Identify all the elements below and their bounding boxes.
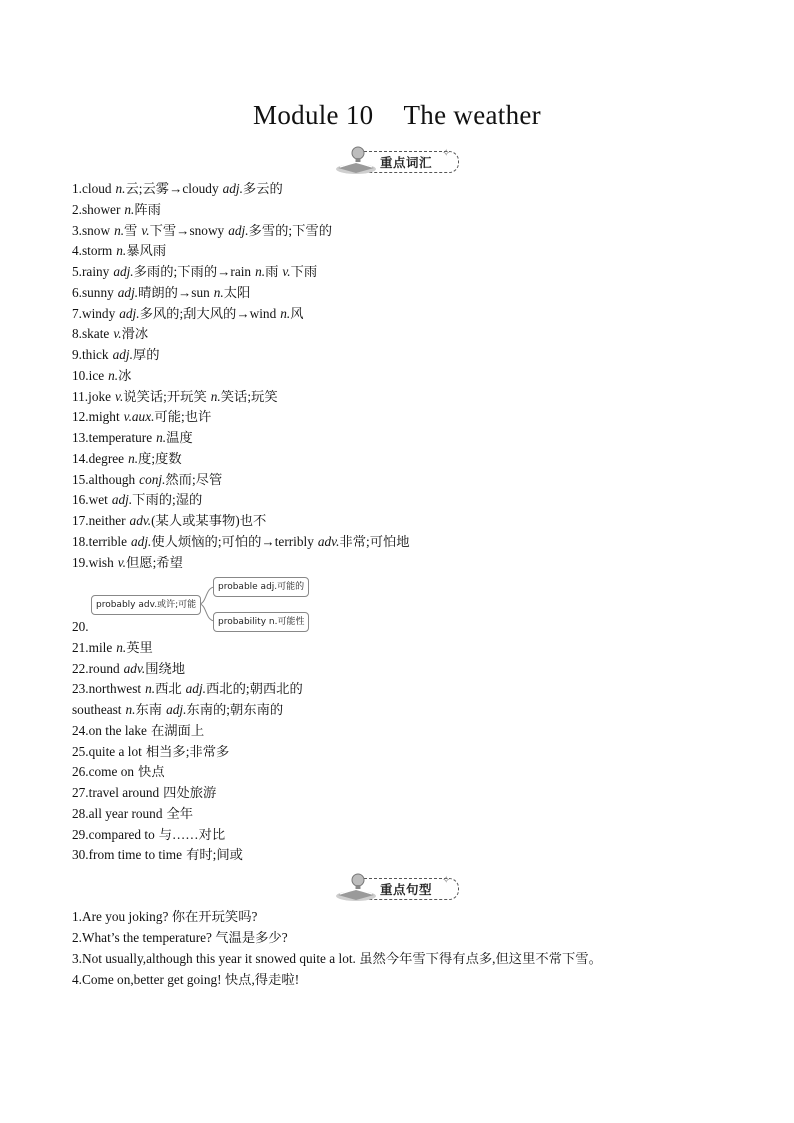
vocab-word: shower (81, 201, 121, 217)
part-of-speech: v. (117, 554, 126, 570)
vocab-item (72, 511, 266, 532)
vocab-meaning: 温度 (166, 430, 193, 445)
vocab-word: on the lake (88, 722, 147, 738)
part-of-speech: adj. (185, 681, 206, 697)
vocab-item (72, 617, 89, 638)
part-of-speech: v.aux. (123, 409, 155, 425)
vocab-item (72, 762, 165, 783)
vocab-item (72, 449, 182, 470)
vocab-number: 22. (72, 660, 89, 676)
vocab-number: 29. (72, 826, 89, 842)
book-bulb-icon (334, 871, 382, 903)
sentence-1: 1.Are you joking? 你在开玩笑吗? (72, 909, 258, 924)
vocab-word: cloud (81, 181, 112, 196)
section-banner-vocab (334, 144, 460, 174)
vocab-word: rainy (81, 264, 110, 279)
vocab-item (72, 553, 183, 574)
vocab-meaning: 下雪→snowy (149, 222, 225, 238)
vocab-meaning: 与……对比 (158, 826, 226, 842)
part-of-speech: n. (156, 430, 167, 445)
page-title (0, 100, 794, 131)
star-icon: ✧ (442, 148, 451, 159)
vocab-meaning: 下雨的;湿的 (132, 492, 203, 508)
part-of-speech: n. (116, 243, 127, 259)
vocab-meaning: 笑话;玩笑 (220, 388, 278, 404)
vocab-item (72, 221, 332, 242)
vocab-meaning: 西北 (155, 681, 182, 697)
part-of-speech: v. (113, 326, 122, 342)
part-of-speech: adj. (228, 222, 249, 238)
part-of-speech: n. (280, 305, 291, 321)
vocab-number: 28. (72, 805, 89, 821)
vocab-meaning: 在湖面上 (150, 722, 205, 738)
vocab-number: 8. (72, 326, 82, 342)
vocab-item (72, 324, 148, 345)
vocab-number: 15. (72, 471, 89, 487)
vocab-item (72, 387, 278, 408)
vocab-word: quite a lot (88, 743, 142, 759)
vocab-meaning: 多雨的;下雨的→rain (133, 264, 252, 279)
vocab-word: thick (81, 347, 109, 362)
vocab-meaning: 下雨 (290, 264, 318, 279)
vocab-number: 17. (72, 513, 89, 528)
vocab-word: all year round (88, 805, 163, 821)
vocab-meaning: 多风的;刮大风的→wind (139, 305, 277, 321)
section-title-sentences: 重点句型 (380, 882, 433, 897)
vocab-word: wet (88, 492, 108, 508)
vocab-word: mile (88, 639, 113, 655)
vocab-number: 5. (72, 264, 82, 279)
vocab-word: wish (88, 554, 114, 570)
vocab-word: degree (88, 450, 125, 466)
vocab-item (72, 179, 283, 200)
part-of-speech: adv. (317, 533, 340, 549)
vocab-item (72, 825, 225, 846)
part-of-speech: adj. (131, 533, 152, 549)
vocab-word: terrible (88, 533, 128, 549)
vocab-meaning: (某人或某事物)也不 (151, 513, 267, 528)
vocab-number: 24. (72, 722, 89, 738)
vocab-item (72, 490, 202, 511)
mindmap-bottom: probability n.可能性 (213, 612, 309, 632)
vocab-meaning: 但愿;希望 (126, 554, 183, 570)
vocab-meaning: 说笑话;开玩笑 (123, 388, 207, 404)
vocab-meaning: 雪 (124, 222, 138, 238)
part-of-speech: v. (141, 222, 150, 238)
sentence-3: 3.Not usually,although this year it snowed quite a lot. 虽然今年雪下得有点多,但这里不常下雪。 (72, 951, 602, 966)
vocab-word: ice (88, 367, 105, 383)
vocab-item (72, 638, 153, 659)
vocab-word: joke (88, 388, 112, 404)
vocab-number: 26. (72, 764, 89, 780)
mindmap-top: probable adj.可能的 (213, 577, 309, 597)
part-of-speech: adj. (166, 702, 187, 717)
part-of-speech: conj. (139, 471, 166, 487)
vocab-item (72, 407, 211, 428)
vocab-number: 6. (72, 284, 82, 300)
part-of-speech: n. (108, 367, 119, 383)
part-of-speech: adj. (113, 264, 134, 279)
vocab-number: 4. (72, 243, 82, 259)
vocab-item (72, 804, 193, 825)
vocab-meaning: 太阳 (223, 284, 251, 300)
vocab-meaning: 多云的 (242, 181, 283, 196)
vocab-word: compared to (88, 826, 155, 842)
part-of-speech: v. (282, 264, 291, 279)
vocab-meaning: 全年 (166, 805, 194, 821)
vocab-word: storm (81, 243, 113, 259)
vocab-number: 18. (72, 533, 89, 549)
vocab-number: 25. (72, 743, 89, 759)
vocab-meaning: 有时;间或 (186, 847, 243, 863)
part-of-speech: n. (210, 388, 221, 404)
vocab-meaning: 阵雨 (134, 201, 161, 217)
vocab-item (72, 200, 161, 221)
vocab-meaning: 西北的;朝西北的 (205, 681, 303, 697)
vocab-number: 9. (72, 347, 82, 362)
part-of-speech: n. (125, 702, 136, 717)
sentence-2: 2.What’s the temperature? 气温是多少? (72, 930, 288, 945)
vocab-meaning: 雨 (265, 264, 279, 279)
vocab-meaning: 英里 (126, 639, 153, 655)
vocab-item (72, 283, 250, 304)
vocab-item (72, 783, 216, 804)
part-of-speech: adj. (117, 284, 139, 300)
vocab-meaning: 东南的;朝东南的 (186, 702, 284, 717)
vocab-meaning: 冰 (118, 367, 132, 383)
book-bulb-icon (334, 144, 382, 176)
vocab-number: 20. (72, 619, 89, 634)
part-of-speech: n. (145, 681, 156, 697)
part-of-speech: n. (255, 264, 266, 279)
vocab-number: 2. (72, 201, 82, 217)
vocab-meaning: 滑冰 (121, 326, 149, 342)
vocab-word: although (88, 471, 136, 487)
vocab-meaning: 东南 (135, 702, 163, 717)
vocab-meaning: 云;云雾→cloudy (125, 181, 219, 196)
vocab-number: 12. (72, 409, 89, 425)
vocab-item (72, 470, 222, 491)
vocab-meaning: 快点 (138, 764, 165, 780)
vocab-item (72, 679, 303, 700)
module-number: Module 10 (253, 100, 374, 130)
sentence-4: 4.Come on,better get going! 快点,得走啦! (72, 972, 300, 987)
vocab-word: neither (88, 513, 126, 528)
vocab-item (72, 366, 131, 387)
vocab-word: southeast (72, 702, 122, 717)
vocab-meaning: 暴风雨 (126, 243, 167, 259)
module-topic: The weather (403, 100, 541, 130)
vocab-meaning: 晴朗的→sun (138, 284, 210, 300)
vocab-meaning: 风 (290, 305, 304, 321)
vocab-meaning: 围绕地 (145, 660, 186, 676)
vocab-number: 19. (72, 554, 89, 570)
vocab-number: 23. (72, 681, 89, 697)
vocab-item (72, 345, 160, 366)
part-of-speech: v. (115, 388, 124, 404)
word-family-mindmap (91, 577, 306, 633)
part-of-speech: adj. (111, 492, 133, 508)
part-of-speech: adj. (119, 305, 140, 321)
star-icon: ✧ (442, 875, 451, 886)
vocab-item (72, 845, 243, 866)
vocab-meaning: 度;度数 (138, 450, 182, 466)
vocab-item (72, 721, 204, 742)
vocab-meaning: 四处旅游 (163, 785, 217, 800)
vocab-word: windy (81, 305, 116, 321)
part-of-speech: adj. (112, 347, 133, 362)
vocab-item (72, 262, 317, 283)
vocab-word: northwest (88, 681, 142, 697)
vocab-item (72, 742, 229, 763)
vocab-word: snow (81, 222, 111, 238)
vocab-meaning: 然而;尽管 (165, 471, 223, 487)
vocab-item (72, 304, 304, 325)
vocab-number: 14. (72, 450, 89, 466)
part-of-speech: n. (128, 450, 139, 466)
vocab-meaning: 多雪的;下雪的 (248, 222, 333, 238)
vocab-meaning: 相当多;非常多 (145, 743, 230, 759)
vocab-meaning: 厚的 (132, 347, 160, 362)
mindmap-center: probably adv.或许;可能 (91, 595, 201, 615)
vocab-word: might (88, 409, 120, 425)
vocab-number: 7. (72, 305, 82, 321)
part-of-speech: n. (114, 222, 125, 238)
vocab-item (72, 700, 283, 721)
vocab-meaning: 可能;也许 (154, 409, 212, 425)
vocab-word: sunny (81, 284, 114, 300)
part-of-speech: adv. (129, 513, 152, 528)
vocab-number: 11. (72, 388, 89, 404)
section-banner-sentences (334, 871, 460, 901)
vocab-item (72, 659, 185, 680)
vocab-number: 10. (72, 367, 89, 383)
vocab-number: 16. (72, 492, 89, 508)
vocab-number: 1. (72, 181, 82, 196)
part-of-speech: n. (115, 181, 126, 196)
section-title-vocab: 重点词汇 (380, 155, 433, 170)
vocab-meaning: 非常;可怕地 (339, 533, 410, 549)
vocab-number: 30. (72, 847, 89, 863)
vocab-word: temperature (88, 430, 153, 445)
vocab-number: 3. (72, 222, 82, 238)
part-of-speech: n. (124, 201, 135, 217)
vocab-number: 21. (72, 639, 89, 655)
vocab-item (72, 428, 193, 449)
vocab-number: 13. (72, 430, 89, 445)
vocab-word: travel around (88, 785, 160, 800)
part-of-speech: adv. (123, 660, 146, 676)
vocab-word: from time to time (88, 847, 183, 863)
part-of-speech: adj. (222, 181, 243, 196)
vocab-number: 27. (72, 785, 89, 800)
vocab-word: come on (88, 764, 135, 780)
vocab-word: skate (81, 326, 110, 342)
vocab-item (72, 532, 410, 553)
vocab-meaning: 使人烦恼的;可怕的→terribly (151, 533, 314, 549)
part-of-speech: n. (213, 284, 224, 300)
part-of-speech: n. (116, 639, 127, 655)
vocab-word: round (88, 660, 120, 676)
vocab-item (72, 241, 166, 262)
